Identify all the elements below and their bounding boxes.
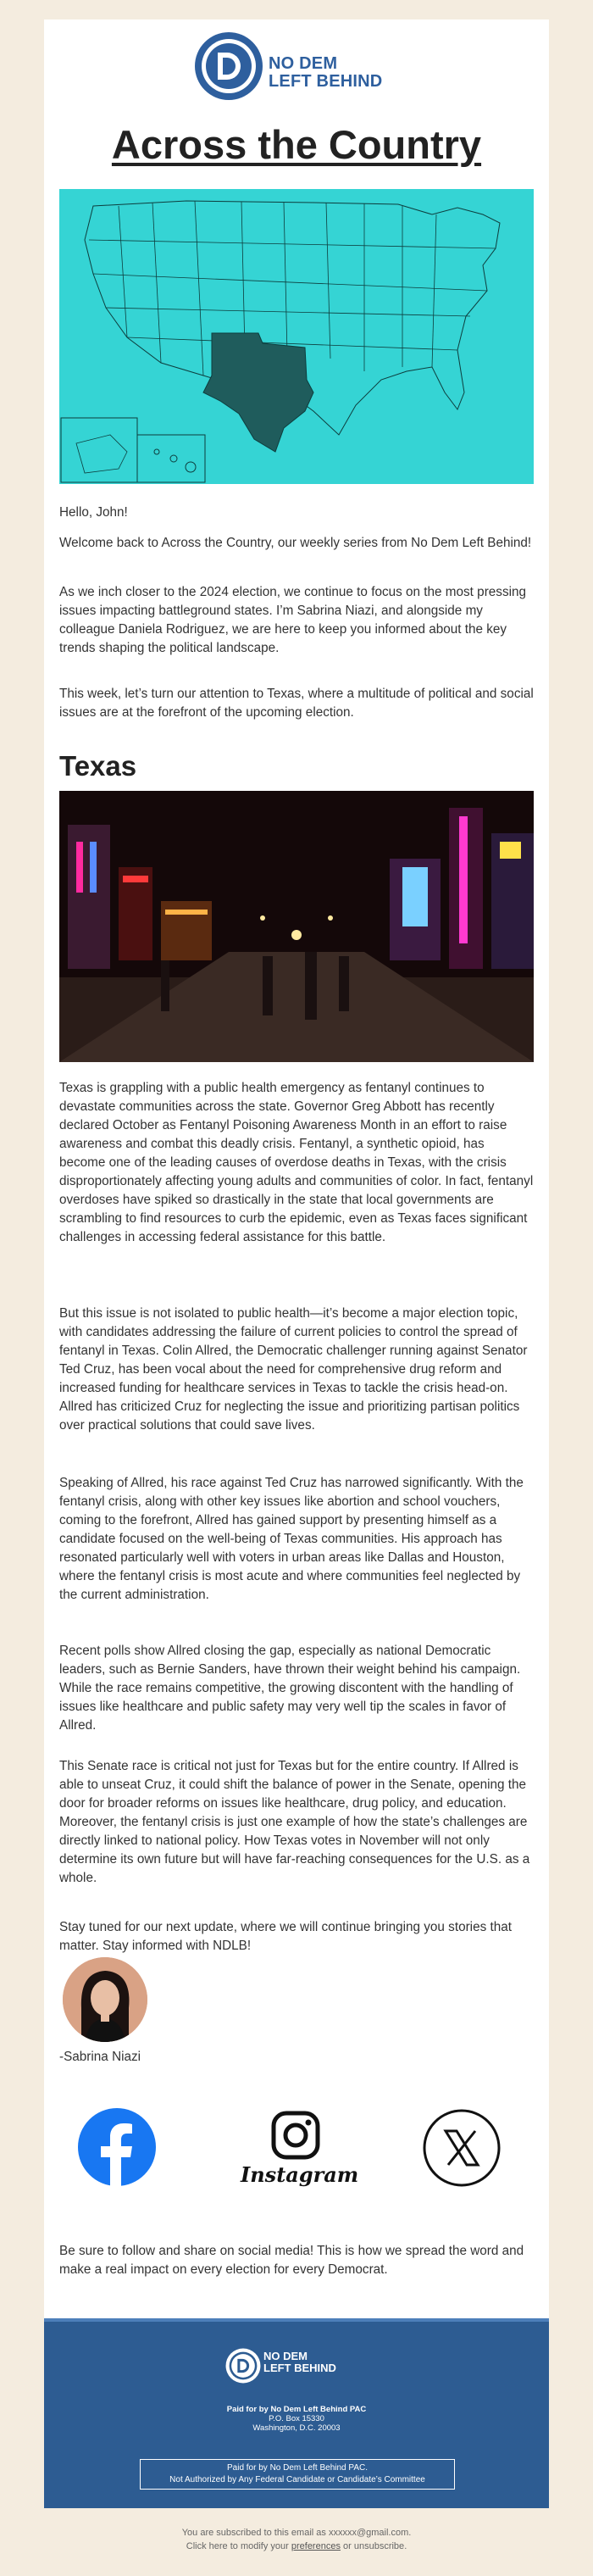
footer-city: Washington, D.C. 20003	[252, 2423, 341, 2433]
footer-logo-line-2: LEFT BEHIND	[263, 2362, 336, 2374]
instagram-link[interactable]	[241, 2110, 359, 2187]
header-logo[interactable]	[44, 30, 549, 104]
footer-logo-line-1: NO DEM	[263, 2350, 308, 2362]
x-icon	[422, 2108, 502, 2188]
austin-street-photo	[59, 791, 534, 1062]
logo-text	[269, 55, 382, 91]
section-title: Texas	[59, 750, 137, 782]
body-paragraph-6: Stay tuned for our next update, where we will continue bringing you stories that matter. Stay informed with NDLB!	[59, 1920, 513, 1953]
footer	[44, 2318, 549, 2508]
unsubscribe-link[interactable]: unsubscribe	[353, 2541, 405, 2551]
unsubscribe-block	[0, 2526, 593, 2553]
subscription-notice: You are subscribed to this email as xxxxxx@gmail.com.	[181, 2528, 412, 2538]
greeting: Hello, John!	[59, 505, 128, 520]
disclaimer-line-2: Not Authorized by Any Federal Candidate or Candidate’s Committee	[169, 2475, 425, 2484]
us-map-image	[59, 189, 534, 484]
author-avatar	[63, 1957, 147, 2042]
preferences-link[interactable]: preferences	[291, 2541, 341, 2551]
share-text: Be sure to follow and share on social media! This is how we spread the word and make a real impact on every election for every Democrat.	[59, 2244, 524, 2277]
footer-po-box: P.O. Box 15330	[269, 2414, 324, 2423]
footer-paid-by: Paid for by No Dem Left Behind PAC	[226, 2405, 367, 2414]
x-link[interactable]	[422, 2108, 502, 2192]
body-paragraph-3: Speaking of Allred, his race against Ted Cruz has narrowed significantly. With the fentanyl crisis, along with other key issues like abortion and school vouchers, coming to the forefront, Allred has gained support by presenting himself as a candidate focused on the well-being of Texas communities. His approach has resonated particularly well with voters in urban areas like Dallas and Houston, where the fentanyl crisis is most acute and where communities feel neglected by the current administration.	[59, 1476, 524, 1602]
intro-paragraph-1: Welcome back to Across the Country, our weekly series from No Dem Left Behind!	[59, 536, 532, 550]
disclaimer-line-1: Paid for by No Dem Left Behind PAC.	[226, 2463, 368, 2473]
instagram-icon	[270, 2110, 321, 2161]
preferences-middle: or	[340, 2541, 354, 2551]
body-paragraph-4: Recent polls show Allred closing the gap, especially as national Democratic leaders, such as Bernie Sanders, have thrown their weight behind his campaign. While the race remains competitive, the growing discontent with the handling of issues like healthcare and public safety may very well tip the scales in favor of Allred.	[59, 1644, 521, 1733]
body-paragraph-1: Texas is grappling with a public health emergency as fentanyl continues to devastate communities across the state. Governor Greg Abbott has recently declared October as Fentanyl Poisoning Awareness Month in an effort to raise awareness and combat this deadly crisis. Fentanyl, a synthetic opioid, has become one of the leading causes of overdose deaths in Texas, with the crisis disproportionately affecting young adults and communities of color. In fact, fentanyl overdoses have spiked so drastically in the state that local governments are scrambling to find resources to curb the epidemic, even as Texas faces significant challenges in accessing federal assistance for this battle.	[59, 1081, 534, 1244]
facebook-link[interactable]	[76, 2106, 158, 2192]
logo-icon	[192, 30, 265, 103]
intro-paragraph-3: This week, let’s turn our attention to Texas, where a multitude of political and social issues are at the forefront of the upcoming election.	[59, 687, 534, 720]
footer-disclaimer	[140, 2459, 455, 2490]
logo-line-2: LEFT BEHIND	[269, 72, 383, 91]
intro-paragraph-2: As we inch closer to the 2024 election, we continue to focus on the most pressing issues impacting battleground states. I’m Sabrina Niazi, and alongside my colleague Daniela Rodriguez, we are here to keep you informed about the key trends shaping the political landscape.	[59, 585, 527, 655]
instagram-label: Instagram	[241, 2162, 359, 2187]
signature: -Sabrina Niazi	[59, 2050, 141, 2064]
email-container	[44, 19, 549, 2505]
body-paragraph-2: But this issue is not isolated to public health—it’s become a major election topic, with candidates addressing the failure of current policies to control the spread of fentanyl in Texas. Colin Allred, the Democratic challenger running against Senator Ted Cruz, has been vocal about the need for comprehensive drug reform and increased funding for healthcare services in Texas to tackle the crisis head-on. Allred has criticized Cruz for neglecting the issue and prioritizing partisan politics over practical solutions that could save lives.	[59, 1306, 528, 1433]
modify-preferences-line	[0, 2540, 593, 2553]
body-paragraph-5: This Senate race is critical not just for Texas but for the entire country. If Allred is able to unseat Cruz, it could shift the balance of power in the Senate, opening the door for broader reforms on issues like healthcare, drug policy, and education. Moreover, the fentanyl crisis is just one example of how the state’s challenges are directly linked to national policy. How Texas votes in November will not only determine its own future but will have far-reaching consequences for the U.S. as a whole.	[59, 1759, 530, 1885]
facebook-icon	[76, 2106, 158, 2188]
footer-logo[interactable]	[224, 2347, 369, 2390]
preferences-prefix: Click here to modify your	[186, 2541, 291, 2551]
footer-logo-text	[263, 2351, 336, 2374]
footer-logo-icon	[224, 2347, 262, 2384]
page-title: Across the Country	[111, 122, 482, 167]
preferences-suffix: .	[404, 2541, 407, 2551]
logo-line-1: NO DEM	[269, 54, 338, 73]
